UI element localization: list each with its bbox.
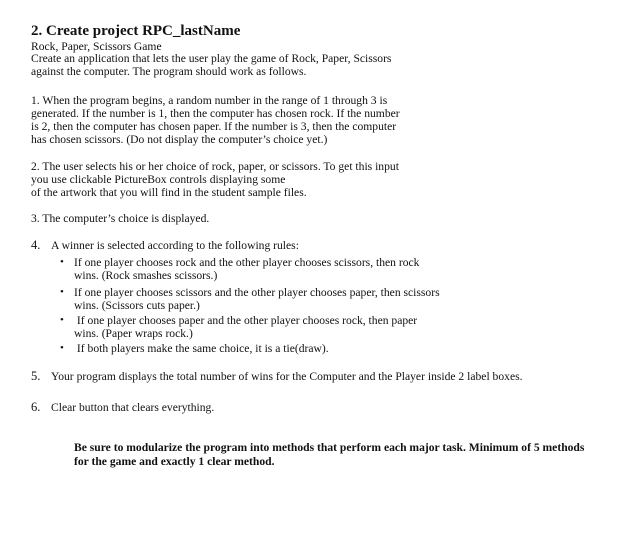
step-5-number: 5. — [31, 369, 41, 383]
step-4-text: A winner is selected according to the following rules: — [51, 239, 299, 252]
step-1-line: has chosen scissors. (Do not display the computer’s choice yet.) — [31, 133, 328, 146]
rule-line: If one player chooses scissors and the other player chooses paper, then scissors — [74, 286, 440, 299]
rule-line: If both players make the same choice, it is a tie(draw). — [74, 342, 329, 355]
bullet-dot: • — [60, 342, 64, 354]
bullet-dot: • — [60, 256, 64, 268]
note-line: for the game and exactly 1 clear method. — [74, 455, 275, 468]
document-subtitle: Rock, Paper, Scissors Game — [31, 40, 162, 53]
note-line: Be sure to modularize the program into methods that perform each major task. Minimum of 5 methods — [74, 441, 585, 454]
step-1-line: generated. If the number is 1, then the computer has chosen rock. If the number — [31, 107, 400, 120]
rule-line: wins. (Paper wraps rock.) — [74, 327, 193, 340]
bullet-dot: • — [60, 314, 64, 326]
step-2-line: 2. The user selects his or her choice of rock, paper, or scissors. To get this input — [31, 160, 399, 173]
intro-line: Create an application that lets the user play the game of Rock, Paper, Scissors — [31, 52, 392, 65]
rule-line: If one player chooses rock and the other player chooses scissors, then rock — [74, 256, 420, 269]
step-6-number: 6. — [31, 400, 41, 414]
step-5-text: Your program displays the total number of wins for the Computer and the Player inside 2 label boxes. — [51, 370, 523, 383]
rule-line: If one player chooses paper and the other player chooses rock, then paper — [74, 314, 418, 327]
rule-line: wins. (Rock smashes scissors.) — [74, 269, 218, 282]
document-title: 2. Create project RPC_lastName — [31, 23, 241, 39]
rule-line: wins. (Scissors cuts paper.) — [74, 299, 200, 312]
step-6-text: Clear button that clears everything. — [51, 401, 215, 414]
bullet-dot: • — [60, 286, 64, 298]
step-3-line: 3. The computer’s choice is displayed. — [31, 212, 210, 225]
intro-line: against the computer. The program should work as follows. — [31, 65, 307, 78]
step-4-number: 4. — [31, 238, 41, 252]
step-1-line: 1. When the program begins, a random number in the range of 1 through 3 is — [31, 94, 388, 107]
step-1-line: is 2, then the computer has chosen paper. If the number is 3, then the computer — [31, 120, 397, 133]
step-2-line: you use clickable PictureBox controls displaying some — [31, 173, 286, 186]
step-2-line: of the artwork that you will find in the student sample files. — [31, 186, 307, 199]
